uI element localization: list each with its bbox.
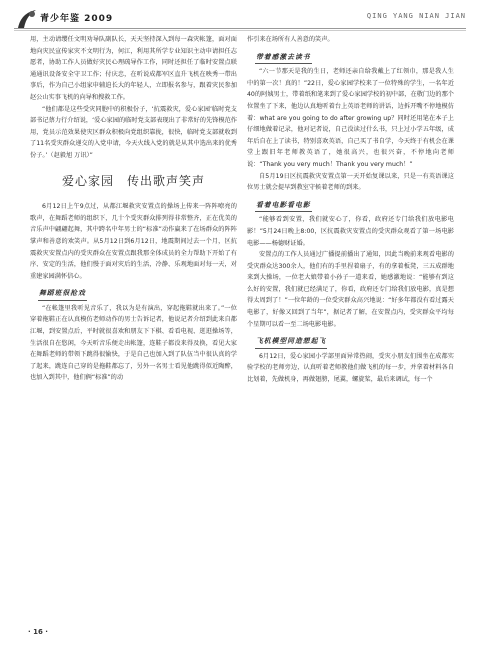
paragraph: 6月12日上午9点过，从都江堰救灾安置点的操场上传来一阵阵嘹亮的歌声，在舞蹈老师的组织下，几十个受灾群众排列得非常整齐，正在优美的音乐声中翩翩起舞，其中跨名中年男士的“标准”动作赢来了在场群众的阵阵掌声和善意的欢笑声。从5月12日到6月12日，地震期间过去一个月，区抗震救灾安置点内的受灾群众在安置点跟我那全体成员的全力帮助下开始了有序、安定的生活，他们慢于面对灾后的生活，冷静、乐观地面对每一天，对重建家园满怀信心。 (30, 203, 237, 280)
page-number: · 16 · (28, 628, 48, 636)
left-column (30, 34, 237, 384)
sub-heading (38, 288, 237, 301)
sub-heading-text: 带着感激去读书 (255, 52, 312, 65)
paragraph: “在帐篷里我听见音乐了，我以为是有演出，穿起拖鞋就出来了。”一位穿着拖鞋正在认真模仿老师动作的男士告诉记者，他说记者介绍到此来自都江堰，到安置点后，平时就很喜欢和朋友下下棋、看看电视、逛逛操场等，生活很自在悠闲，今天听音乐便走出帐篷，连鞋子都没来得及换，看见大家在舞蹈老师的带领下跳得很愉快，于是自己也加入到了队伍当中很认真的学了起来，跳连自己穿的是拖鞋都忘了，另外一名男士看见他跳得似近陶醉，也加入到其中，他们俩“标准”的动 (30, 304, 237, 382)
sub-heading-text: 舞蹈班很抢戏 (38, 288, 87, 301)
header-divider-secondary (14, 30, 466, 31)
paragraph: 用，主动请缨任文明劝导队副队长，天天坚持深入到每一森灾帐篷，面对面地向灾民宣传家灾不文明行为，何江，利用其所学专业知识主动申请担任志愿者，协助工作人员做好灾民心理疏导作工作，同时还担任了临时安置点联通通讯设备安全守卫工作；付庆忠，在听说成都军区直升飞机在映秀一带出事后，作为自己小组家申辅迫长大的年轻人，立即报名参与，跟着灾民参加赵公山实事飞机的向导和搜救工作。 (30, 36, 237, 101)
sub-heading-text: 看着电影看电影 (255, 200, 312, 213)
paragraph: “能够看到安置，我们就安心了，你看，政府还专门给我们放电影电影！”5月24日晚上8:00，区抗震救灾安置点的受灾群众观看了第一场电影电影——杨德财证婚。 (247, 216, 454, 247)
paragraph: 安置点的工作人员通过广播提前播出了通知，因此当晚前来观看电影的受灾群众达300余人，他们有的手里捏着扇子，有的拿着板凳，三五成群地来到大操场，一位老大娘带着小孙子一道来看，她感激地说：“能够有到这么好的安置，我们就已经满足了，你看，政府还专门给我们放电影，真是想得太周到了！”一位年龄的一位受灾群众高兴地说：“好多年都没有看过露天电影了，好像又回到了当年”，据记者了解，在安置点内，受灾群众平均每个星期可以看一至二场电影电影。 (247, 251, 454, 328)
paragraph: “他们都是这些受灾同胞中的积极份子，‘抗震救灾，爱心家园’临时党支部书记蔡力行介绍说，‘爱心家园的临时党支部表现出了非常好的先锋模范作用，党员示范效果使灾区群众积极向党组织靠拢，很快，临时党支部就收到了11名受灾群众递交的入党申请，今天火线入党的就是从其中选出来的优秀份子。’（赵毅旭 万讯）” (30, 105, 237, 159)
sub-heading (255, 200, 454, 213)
paragraph: 6月12日，爱心家园小学部里面异常热闹，受灾小朋友们围坐在成都实验学校的老师旁边，认真听着老师教他们做飞机的每一步，并拿着材料各自比划着，先做机身，再做翅膀，尾翼，螺旋桨，最后来调试，每一个 (247, 352, 454, 384)
magazine-title: 青少年鉴 2009 (40, 14, 114, 24)
page-header (0, 0, 480, 30)
sub-heading (255, 52, 454, 65)
paragraph: 作引来在场所有人善意的笑声。 (247, 36, 334, 43)
sub-heading-text: 飞机模型同造想起飞 (255, 336, 327, 349)
sub-heading (255, 336, 454, 349)
magazine-logo-icon (14, 8, 40, 30)
header-divider (14, 28, 466, 29)
paragraph: 自5月19日区抗震救灾安置点第一天开始复课以来，只是一有英语课这位男士就会提早到教室守候着老师的到来。 (247, 172, 454, 192)
section-title: 爱心家园 传出歌声笑声 (61, 173, 205, 188)
right-column (247, 34, 454, 386)
paragraph: “六一节那天是我的生日，老师还亲自给我戴上了红领巾，那是我人生中的第一次！真的！”22日，爱心家园学校来了一位特殊的学生，一名年近40的阿姨男士，带着纸和笔来到了爱心家园学校的初中部，在敬门边的那个位置坐了下来，他边认真地听着台上英语老师的讲话，边拆开嘴不停地模仿着：what are you going to do after growing up？同时还用笔在本子上仔细地做着记录，他对记者说，自己没读过什么书，只上过小学五年级，成年后自在上了读书，特别喜欢英语，自己买了书自学，今天终于有机会在课堂上跟旧年老师教英语了，她很高兴，也很兴奋，不停地向老师说：“Thank you very much！Thank you very much！” (247, 68, 454, 168)
magazine-pinyin-title: QING YANG NIAN JIAN (366, 12, 466, 20)
